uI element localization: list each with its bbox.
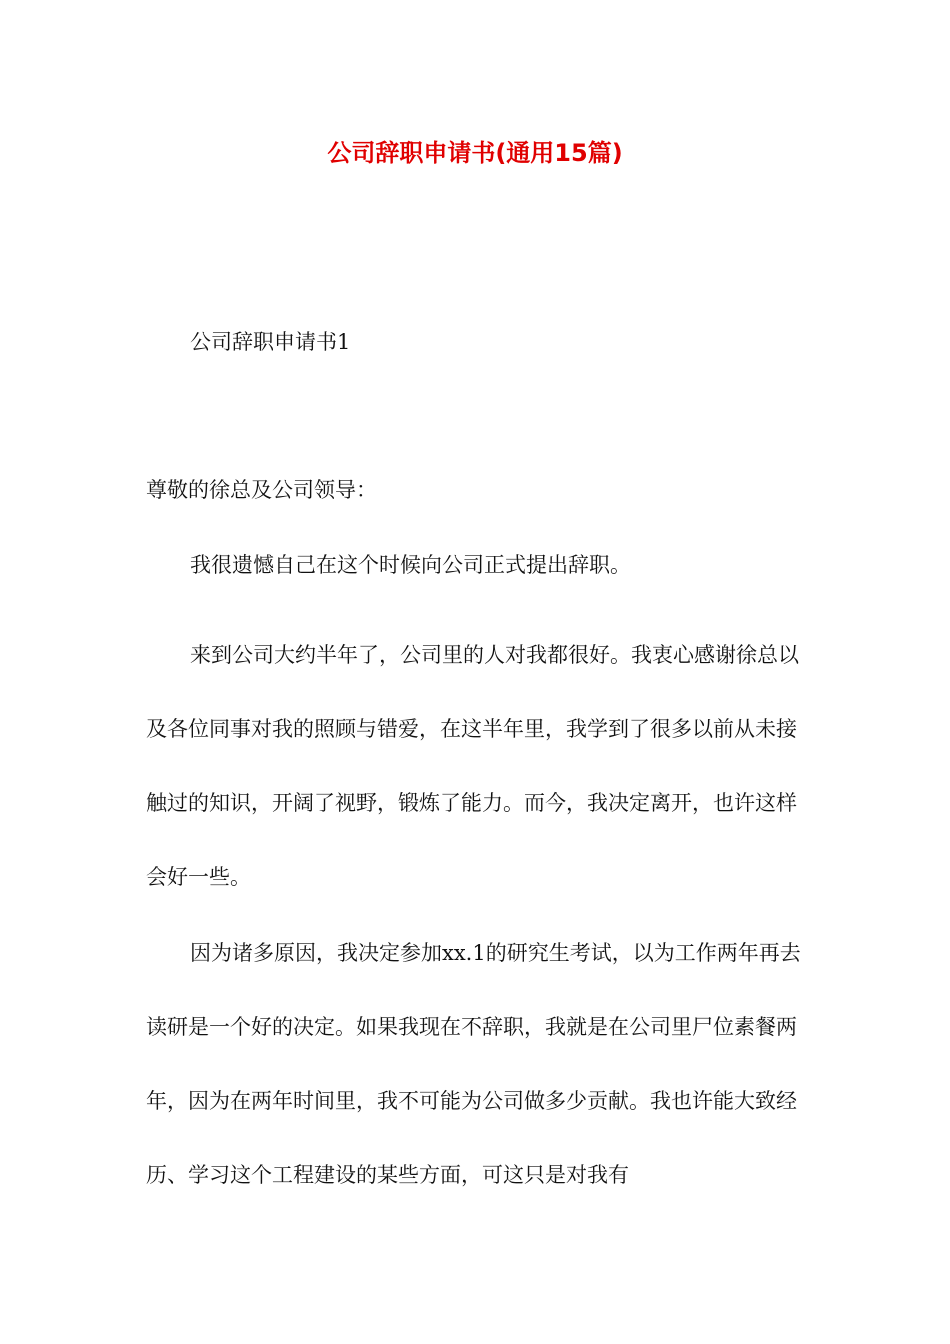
document-title: 公司辞职申请书(通用15篇) [327,139,623,167]
salutation: 尊敬的徐总及公司领导： [146,478,377,502]
paragraph-1: 我很遗憾自己在这个时候向公司正式提出辞职。 [190,553,631,577]
section-heading: 公司辞职申请书1 [190,330,351,354]
paragraph-3: 因为诸多原因，我决定参加xx.1的研究生考试，以为工作两年再去读研是一个好的决定。如果我现在不辞职，我就是在公司里尸位素餐两年，因为在两年时间里，我不可能为公司做多少贡献。我也许能大致经历、学习这个工程建设的某些方面，可这只是对我有 [146,941,801,1187]
paragraph-2: 来到公司大约半年了，公司里的人对我都很好。我衷心感谢徐总以及各位同事对我的照顾与错爱，在这半年里，我学到了很多以前从未接触过的知识，开阔了视野，锻炼了能力。而今，我决定离开，也许这样会好一些。 [146,643,799,889]
